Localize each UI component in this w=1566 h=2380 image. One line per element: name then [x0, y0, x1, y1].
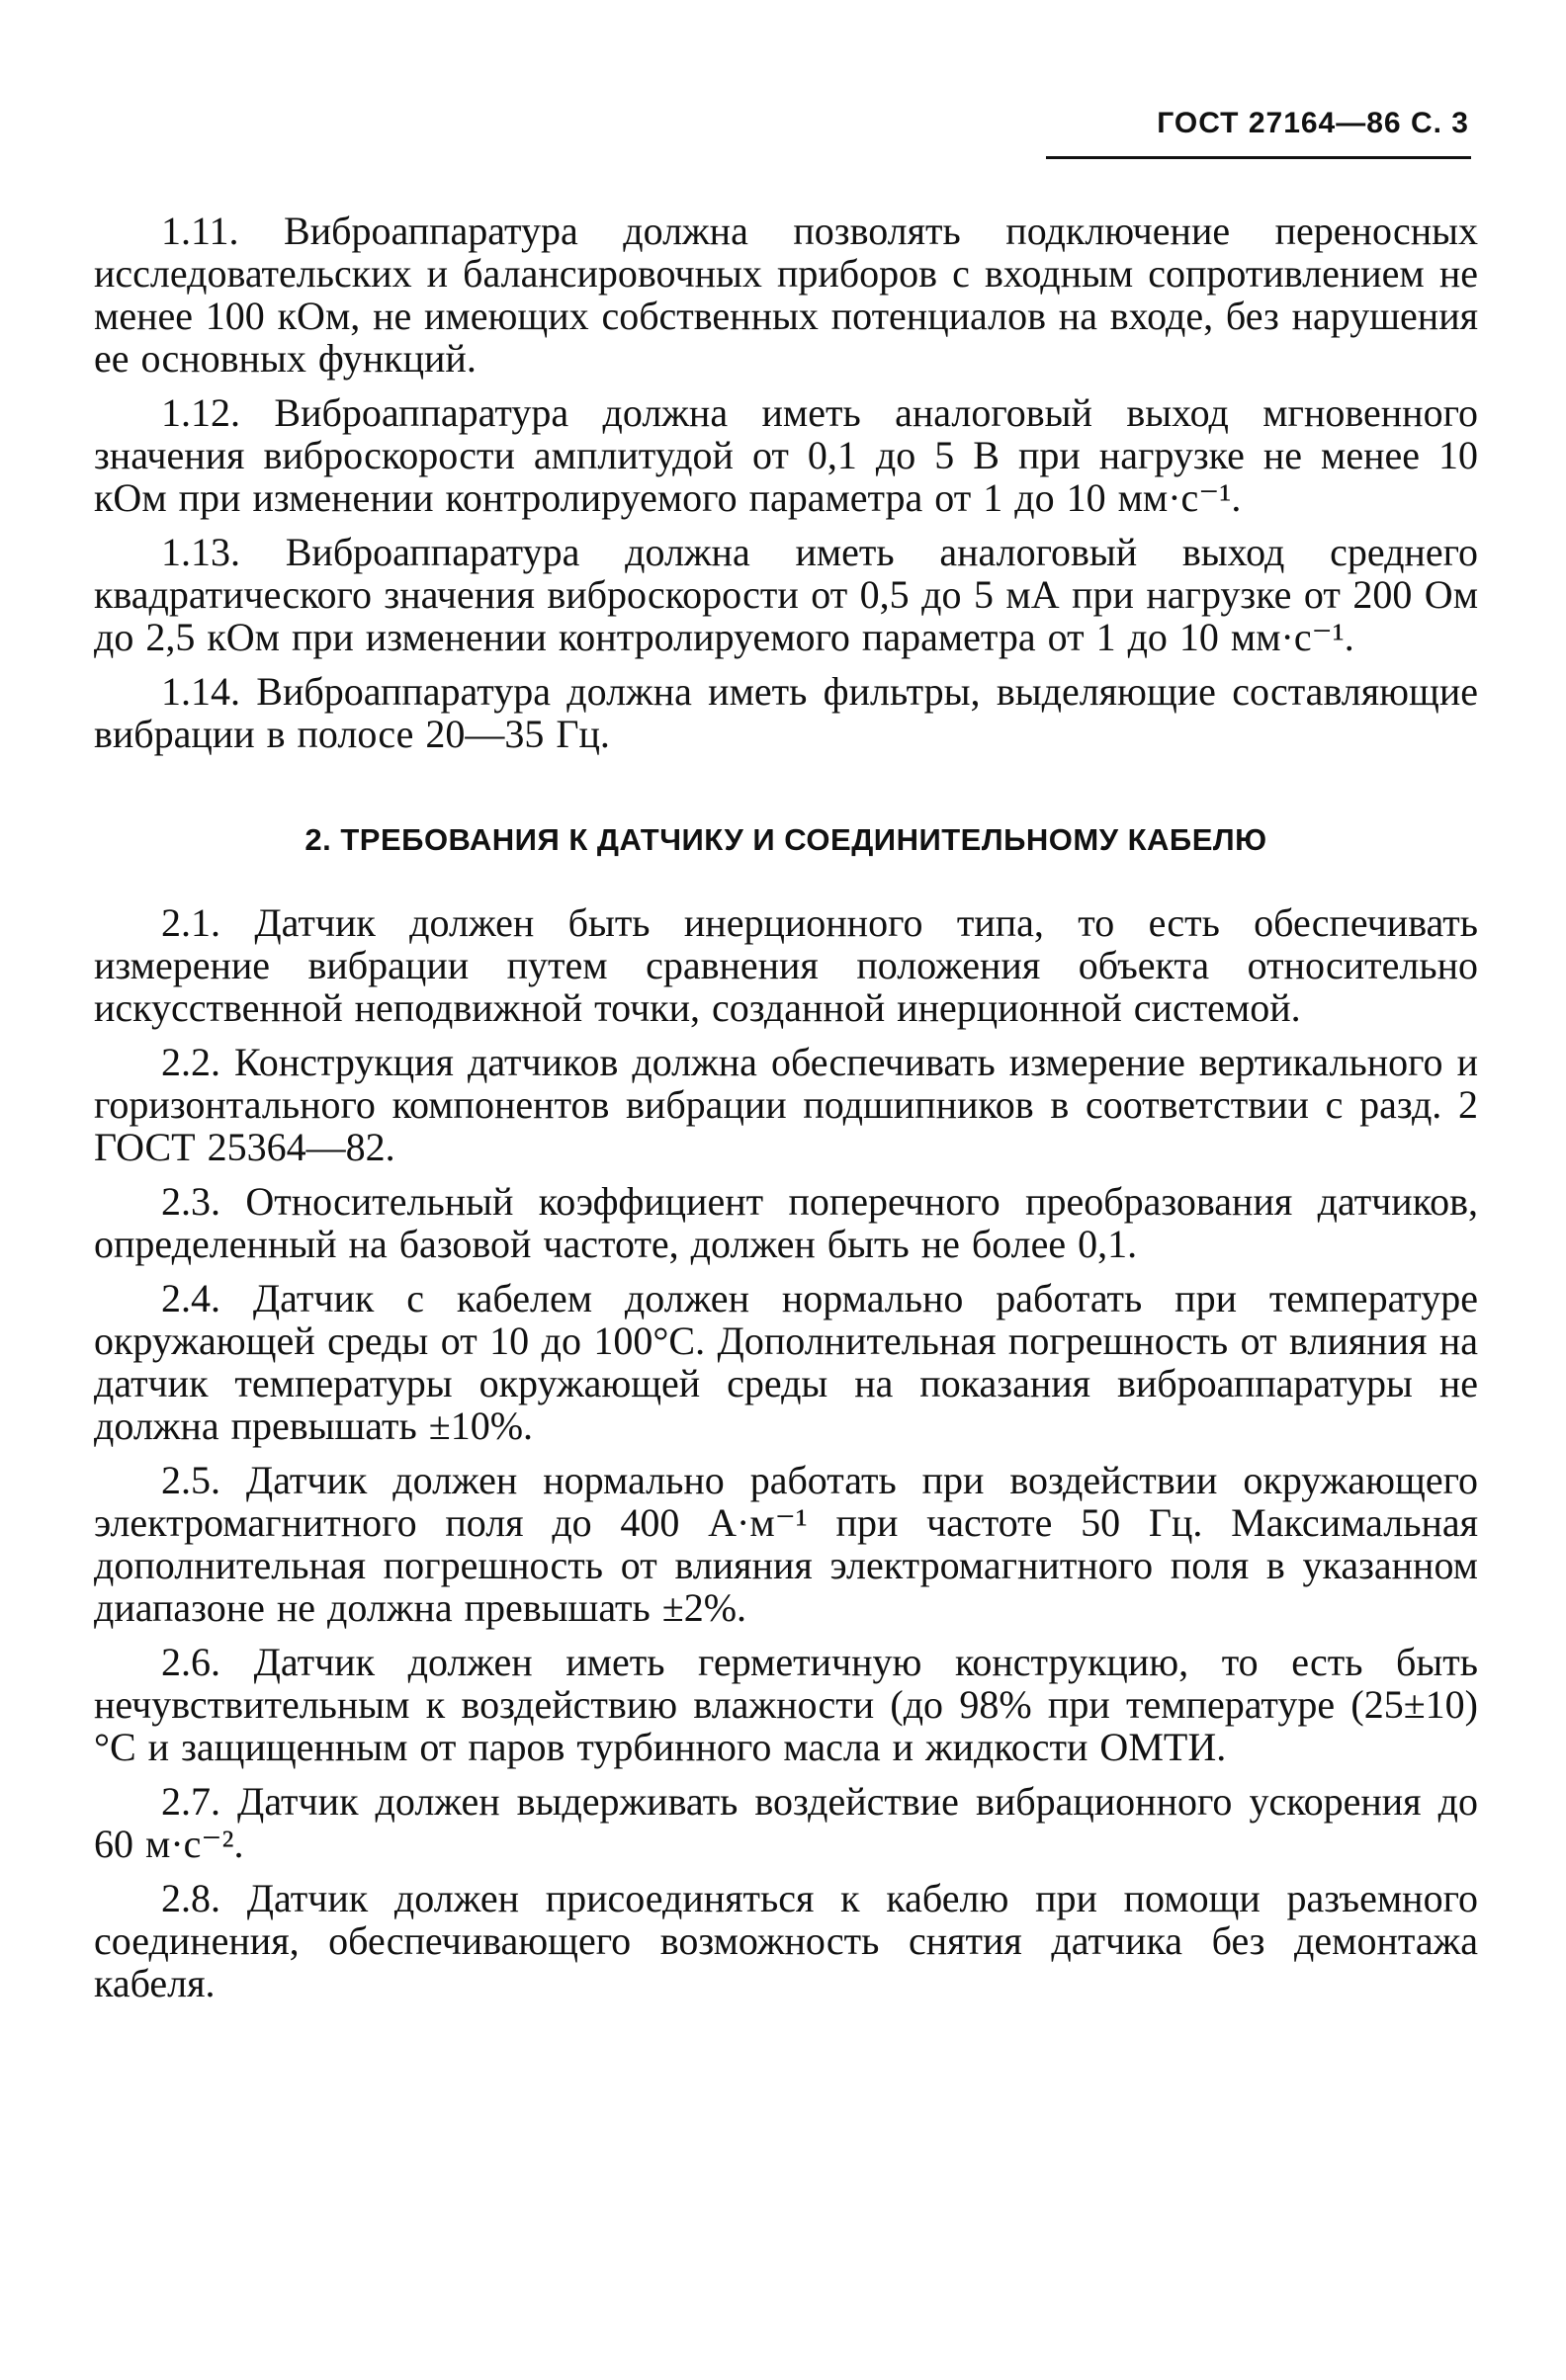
clause-1-13: 1.13. Виброаппаратура должна иметь аналоговый выход среднего квадратического значения виброскорости от 0,5 до 5 мА при нагрузке от 200 Ом до 2,5 кОм при изменении контролируемого параметра от 1 до 10 мм·с⁻¹. [94, 530, 1478, 659]
section-2-title: 2. ТРЕБОВАНИЯ К ДАТЧИКУ И СОЕДИНИТЕЛЬНОМУ КАБЕЛЮ [304, 822, 1267, 857]
clause-2-3: 2.3. Относительный коэффициент поперечного преобразования датчиков, определенный на базовой частоте, должен быть не более 0,1. [94, 1179, 1478, 1266]
document-body [94, 210, 1478, 2004]
header-rule [1046, 156, 1471, 159]
clause-2-2: 2.2. Конструкция датчиков должна обеспечивать измерение вертикального и горизонтального компонентов вибрации подшипников в соответствии с разд. 2 ГОСТ 25364—82. [94, 1040, 1478, 1169]
clause-2-7: 2.7. Датчик должен выдерживать воздействие вибрационного ускорения до 60 м·с⁻². [94, 1779, 1478, 1866]
clause-1-11: 1.11. Виброаппаратура должна позволять подключение переносных исследовательских и балансировочных приборов с входным сопротивлением не менее 100 кОм, не имеющих собственных потенциалов на входе, без нарушения ее основных функций. [94, 209, 1478, 381]
clause-2-4: 2.4. Датчик с кабелем должен нормально работать при температуре окружающей среды от 10 до 100°С. Дополнительная погрешность от влияния на датчик температуры окружающей среды на показания виброаппаратуры не должна превышать ±10%. [94, 1276, 1478, 1448]
clause-2-5: 2.5. Датчик должен нормально работать при воздействии окружающего электромагнитного поля до 400 А·м⁻¹ при частоте 50 Гц. Максимальная дополнительная погрешность от влияния электромагнитного поля в указанном диапазоне не должна превышать ±2%. [94, 1458, 1478, 1630]
standard-number: ГОСТ 27164—86 [1157, 107, 1402, 139]
page-number: С. 3 [1410, 107, 1469, 139]
clause-2-1: 2.1. Датчик должен быть инерционного типа, то есть обеспечивать измерение вибрации путем сравнения положения объекта относительно искусственной неподвижной точки, созданной инерционной системой. [94, 900, 1478, 1030]
clause-1-14: 1.14. Виброаппаратура должна иметь фильтры, выделяющие составляющие вибрации в полосе 20—35 Гц. [94, 669, 1478, 756]
page-header [1157, 107, 1469, 140]
clause-1-12: 1.12. Виброаппаратура должна иметь аналоговый выход мгновенного значения виброскорости амплитудой от 0,1 до 5 В при нагрузке не менее 10 кОм при изменении контролируемого параметра от 1 до 10 мм·с⁻¹. [94, 390, 1478, 520]
clause-2-6: 2.6. Датчик должен иметь герметичную конструкцию, то есть быть нечувствительным к воздействию влажности (до 98% при температуре (25±10)°С и защищенным от паров турбинного масла и жидкости ОМТИ. [94, 1640, 1478, 1769]
clause-2-8: 2.8. Датчик должен присоединяться к кабелю при помощи разъемного соединения, обеспечивающего возможность снятия датчика без демонтажа кабеля. [94, 1876, 1478, 2005]
